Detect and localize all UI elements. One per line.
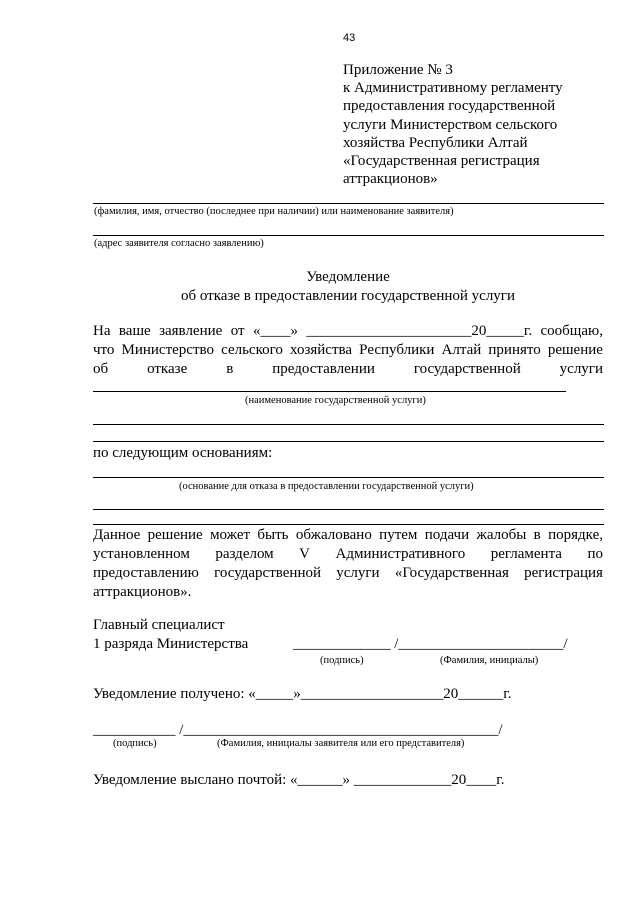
word: сельского xyxy=(221,342,283,358)
appendix-line: «Государственная регистрация xyxy=(343,153,540,170)
word: установленном xyxy=(93,546,190,562)
word: порядке, xyxy=(548,527,603,543)
word: заявление xyxy=(159,323,223,339)
word: от xyxy=(230,323,245,339)
word: отказе xyxy=(147,361,188,377)
grounds-label: по следующим основаниям: xyxy=(93,445,273,461)
word: жалобы xyxy=(476,527,527,543)
word: Республики xyxy=(359,342,435,358)
word: На xyxy=(93,323,111,339)
grounds-caption: (основание для отказа в предоставлении государственной услуги) xyxy=(179,481,474,492)
word: в xyxy=(533,527,541,543)
word: предоставлении xyxy=(272,361,375,377)
word: услуги xyxy=(559,361,603,377)
word: Алтай xyxy=(441,342,482,358)
word: ваше xyxy=(118,323,151,339)
appendix-line: хозяйства Республики Алтай xyxy=(343,134,528,151)
word: сообщаю, xyxy=(540,323,603,339)
signer-signature-field[interactable]: _____________ /______________________/ xyxy=(293,636,568,652)
word: решение xyxy=(147,527,203,543)
word: может xyxy=(210,527,251,543)
grounds-line-3[interactable] xyxy=(93,524,604,525)
applicant-name-line[interactable] xyxy=(93,203,604,204)
para2-line2 xyxy=(93,546,603,563)
word: об xyxy=(93,361,109,377)
applicant-caption: (фамилия, имя, отчество (последнее при наличии) или наименование заявителя) xyxy=(94,206,454,217)
service-caption: (наименование государственной услуги) xyxy=(245,395,426,406)
word: подачи xyxy=(424,527,470,543)
document-subtitle: об отказе в предоставлении государственной услуги xyxy=(180,288,515,304)
word: V xyxy=(299,546,311,562)
word: хозяйства xyxy=(290,342,353,358)
para2-line1 xyxy=(93,527,603,544)
word: государственной xyxy=(413,361,521,377)
word: принято xyxy=(488,342,541,358)
word: разделом xyxy=(215,546,274,562)
word: что xyxy=(93,342,115,358)
word: предоставлению xyxy=(93,565,199,581)
appendix-block xyxy=(343,61,563,188)
word: быть xyxy=(257,527,289,543)
document-title: Уведомление xyxy=(306,269,390,285)
word: решение xyxy=(547,342,603,358)
signer-sign-caption: (подпись) xyxy=(320,655,364,666)
word: Административного xyxy=(335,546,466,562)
appendix-line: к Административному регламенту xyxy=(343,80,563,97)
grounds-line[interactable] xyxy=(93,477,604,478)
received-name-caption: (Фамилия, инициалы заявителя или его представителя) xyxy=(217,738,465,749)
grounds-line-2[interactable] xyxy=(93,509,604,510)
word: Данное xyxy=(93,527,141,543)
para2-line4: аттракционов». xyxy=(93,584,192,600)
signer-position-line2: 1 разряда Министерства xyxy=(93,636,249,652)
word: по xyxy=(587,546,603,562)
date-field[interactable]: ______________________20_____г. xyxy=(306,323,533,339)
signer-name-caption: (Фамилия, инициалы) xyxy=(440,655,539,666)
service-name-line-2[interactable] xyxy=(93,424,604,425)
word: в xyxy=(226,361,234,377)
service-name-line-3[interactable] xyxy=(93,441,604,442)
date-day-field[interactable]: «____» xyxy=(252,323,298,339)
para2-line3 xyxy=(93,565,603,582)
service-name-line[interactable] xyxy=(93,391,566,392)
para1-line1 xyxy=(93,323,603,340)
signer-position: Главный специалист xyxy=(93,617,225,633)
received-signature-field[interactable]: ___________ /__________________________________________/ xyxy=(93,722,503,738)
appendix-line: Приложение № 3 xyxy=(343,62,453,78)
word: регламента xyxy=(490,546,562,562)
mailed-line[interactable]: Уведомление выслано почтой: «______» _____________20____г. xyxy=(93,772,505,788)
page-number: 43 xyxy=(343,32,356,44)
word: путем xyxy=(379,527,418,543)
para1-line3 xyxy=(93,361,603,378)
para1-line2 xyxy=(93,342,603,359)
word: «Государственная xyxy=(394,565,509,581)
word: услуги xyxy=(336,565,380,581)
appendix-line: предоставления государственной xyxy=(343,98,556,115)
address-caption: (адрес заявителя согласно заявлению) xyxy=(94,238,264,249)
received-sign-caption: (подпись) xyxy=(113,738,157,749)
applicant-address-line[interactable] xyxy=(93,235,604,236)
word: регистрация xyxy=(524,565,603,581)
appendix-line: услуги Министерством сельского xyxy=(343,116,558,133)
received-line[interactable]: Уведомление получено: «_____»___________________20______г. xyxy=(93,686,512,702)
appendix-line: аттракционов» xyxy=(343,171,438,188)
word: Министерство xyxy=(121,342,214,358)
word: государственной xyxy=(214,565,321,581)
word: обжаловано xyxy=(295,527,372,543)
